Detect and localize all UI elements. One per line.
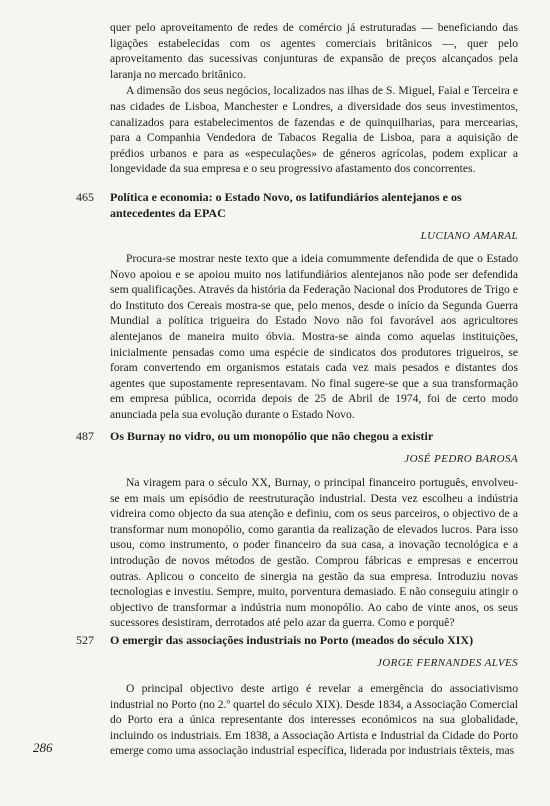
intro-paragraph: A dimensão dos seus negócios, localizados nas ilhas de S. Miguel, Faial e Terceira e nas cidades de Lisboa, Manchester e Londres, a diversidade dos seus investimentos, canalizados para estabelecimentos de fazendas e de quinquilharias, para mercearias, para a Companhia Vendedora de Tabacos Regalia de Lisboa, para a aquisição de prédios urbanos e para as «especulações» de géneros agrícolas, podem explicar a longevidade da sua empresa e o seu progressivo afastamento dos concorrentes. <box>110 84 518 176</box>
entry-page-number: 527 <box>76 633 94 647</box>
abstract-text: O principal objectivo deste artigo é revelar a emergência do associativismo industrial no Porto (no 2.º quartel do século XIX). Desde 1834, a Associação Comercial do Porto era a única representante dos interesses económicos na sua globalidade, incluindo os industriais. Em 1838, a Associação Artista e Industrial da Cidade do Porto emerge como uma associação industrial específica, liderada por industriais têxteis, mas <box>110 682 518 758</box>
intro-paragraph: quer pelo aproveitamento de redes de comércio já estruturadas — beneficiando das ligações estabelecidas com os agentes comerciais britânicos —, quer pelo aproveitamento das sucessivas conjunturas de expansão de preços alcançados pela laranja no mercado britânico. <box>110 21 518 81</box>
entry-abstract <box>110 681 518 759</box>
entry-abstract <box>110 251 518 423</box>
entry-author: JOSÉ PEDRO BAROSA <box>404 453 518 465</box>
intro-section <box>110 20 518 177</box>
entry-author: LUCIANO AMARAL <box>420 230 518 242</box>
entry-author: JORGE FERNANDES ALVES <box>377 657 518 669</box>
entry-page-number: 465 <box>76 190 94 204</box>
page-number: 286 <box>33 740 53 755</box>
entry-page-number: 487 <box>76 429 94 443</box>
entry-abstract <box>110 475 518 631</box>
entry-title: Os Burnay no vidro, ou um monopólio que não chegou a existir <box>110 429 434 443</box>
abstract-text: Procura-se mostrar neste texto que a ideia comummente defendida de que o Estado Novo apoiou e se apoiou muito nos latifundiários alentejanos não pode ser defendida sem qualificações. Através da história da Federação Nacional dos Produtores de Trigo e do Instituto dos Cereais mostra-se que, pelo menos, desde o início da Segunda Guerra Mundial a política trigueira do Estado Novo não foi favorável aos agricultores alentejanos de maneira muito óbvia. Mostra-se ainda como aquelas instituições, inicialmente pensadas como uma espécie de sindicatos dos produtores trigueiros, se foram convertendo em organismos estatais cada vez mais pesados e distantes dos agentes que supostamente representavam. No final sugere-se que a sua transformação em empresa pública, ocorrida depois de 25 de Abril de 1974, foi de certo modo anunciada pela sua evolução durante o Estado Novo. <box>110 252 518 421</box>
entry-title: O emergir das associações industriais no Porto (meados do século XIX) <box>110 633 474 647</box>
abstract-text: Na viragem para o século XX, Burnay, o principal financeiro português, envolveu-se em mais um episódio de reestruturação industrial. Desta vez escolheu a indústria vidreira como objecto da sua atenção e definiu, com os seus parceiros, o objectivo de a transformar num monopólio, como garantia da realização de elevados lucros. Para isso usou, como instrumento, o poder financeiro da sua casa, a inovação tecnológica e a introdução de novos métodos de gestão. Comprou fábricas e empresas e encerrou outras. Aplicou o conceito de sinergia na gestão da sua empresa. Introduziu novas tecnologias e investiu. Sempre, muito, porventura demasiado. E não conseguiu atingir o objectivo de transformar a indústria num monopólio. Ao cabo de vinte anos, os seus sucessores desistiram, derrotados até pelo azar da guerra. Como e porquê? <box>110 476 518 630</box>
entry-title: Política e economia: o Estado Novo, os latifundiários alentejanos e os antecedentes da EPAC <box>110 190 462 220</box>
